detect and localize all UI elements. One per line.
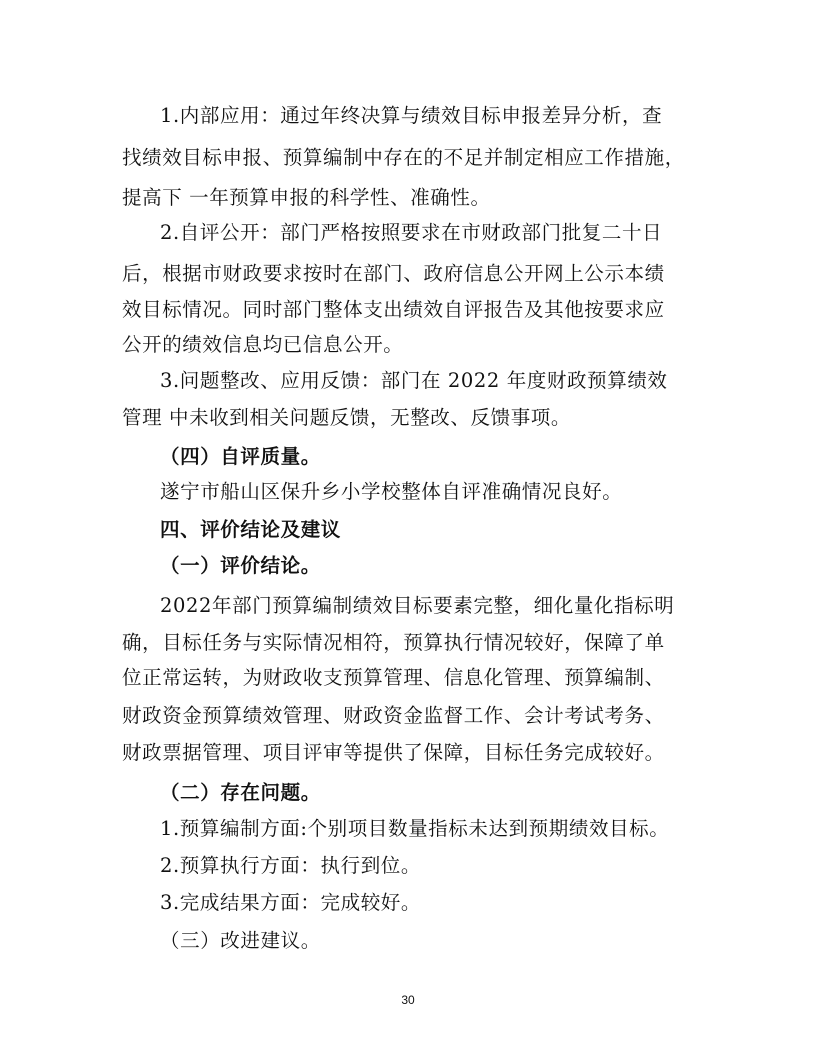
text-line: 财政票据管理、项目评审等提供了保障，目标任务完成较好。 [122, 741, 665, 764]
list-item: 2.预算执行方面：执行到位。 [160, 854, 422, 877]
text-line: 2.自评公开：部门严格按照要求在市财政部门批复二十日 [160, 221, 663, 244]
text-line: 位正常运转，为财政收支预算管理、信息化管理、预算编制、 [122, 666, 665, 689]
text-line: 提高下 一年预算申报的科学性、准确性。 [122, 186, 491, 209]
section-heading: （三）改进建议。 [160, 929, 321, 952]
text-line: 遂宁市船山区保升乡小学校整体自评准确情况良好。 [160, 480, 623, 503]
text-line: 财政资金预算绩效管理、财政资金监督工作、会计考试考务、 [122, 704, 665, 727]
text-line: 管理 中未收到相关问题反馈，无整改、反馈事项。 [122, 406, 571, 429]
section-heading: （一）评价结论。 [160, 554, 321, 577]
text-line: 1.内部应用：通过年终决算与绩效目标申报差异分析，查 [160, 104, 663, 127]
section-heading: （二）存在问题。 [160, 781, 321, 804]
page-number: 30 [401, 993, 415, 1007]
text-line: 确，目标任务与实际情况相符，预算执行情况较好，保障了单 [122, 631, 665, 654]
text-line: 2022年部门预算编制绩效目标要素完整，细化量化指标明 [160, 594, 675, 617]
text-line: 找绩效目标申报、预算编制中存在的不足并制定相应工作措施， [122, 146, 685, 169]
text-line: 效目标情况。同时部门整体支出绩效自评报告及其他按要求应 [122, 298, 665, 321]
text-line: 3.问题整改、应用反馈：部门在 2022 年度财政预算绩效 [160, 369, 668, 392]
list-item: 1.预算编制方面:个别项目数量指标未达到预期绩效目标。 [160, 817, 670, 840]
text-line: 公开的绩效信息均已信息公开。 [122, 333, 404, 356]
text-line: 后，根据市财政要求按时在部门、政府信息公开网上公示本绩 [122, 262, 665, 285]
section-heading: （四）自评质量。 [160, 445, 321, 468]
section-heading: 四、评价结论及建议 [160, 518, 341, 541]
list-item: 3.完成结果方面：完成较好。 [160, 891, 422, 914]
